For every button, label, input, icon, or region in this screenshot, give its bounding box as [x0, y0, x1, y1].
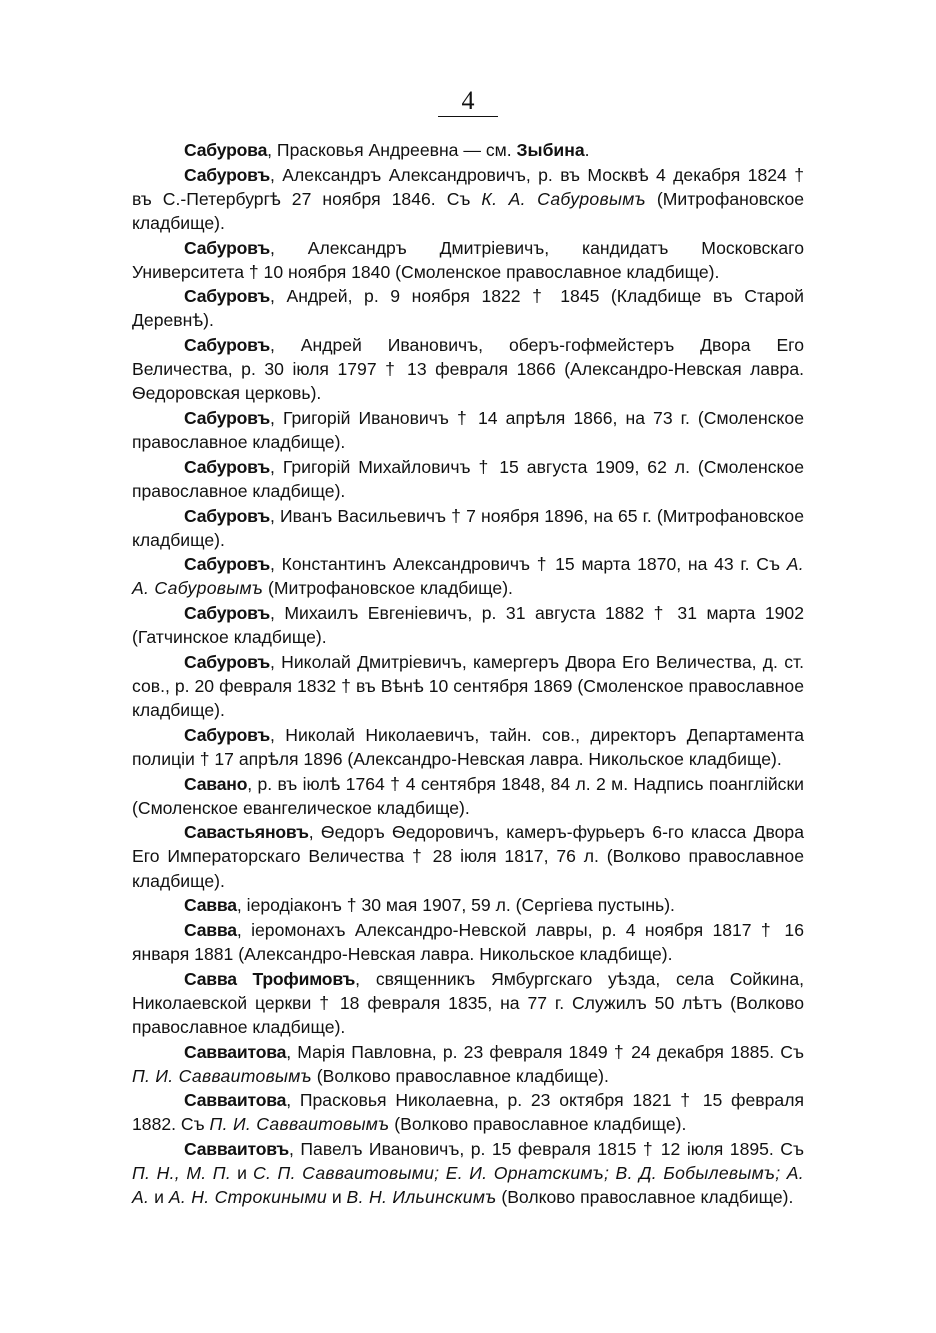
- entry-text: , іеромонахъ Александро-Невской лавры, р. 4 ноября 1817 † 16 января 1881 (Александро-Невская лавра. Никольское кладбище).: [132, 919, 804, 964]
- entry-surname: Савваитова: [184, 1041, 287, 1062]
- page-header: [0, 86, 936, 117]
- entry: [132, 138, 804, 162]
- entry-text: , Прасковья Николаевна, р. 23 октября 1821 † 15 февраля 1882. Съ: [132, 1090, 804, 1135]
- entry: [132, 333, 804, 405]
- entry-tail: (Волково православное кладбище).: [389, 1114, 687, 1135]
- entry: [132, 1088, 804, 1136]
- entry-text: , Прасковья Андреевна — см.: [267, 140, 517, 160]
- entry-text: , р. въ іюлѣ 1764 † 4 сентября 1848, 84 л. 2 м. Надпись поанглійски (Смоленское евангелическое кладбище).: [132, 773, 804, 818]
- entry-surname: Сабуровъ: [184, 651, 270, 672]
- entry-italic: А. Н. Строкиными: [168, 1187, 327, 1208]
- entry: [132, 236, 804, 284]
- entry: [132, 455, 804, 503]
- entry-text: и: [149, 1187, 169, 1208]
- entry: [132, 1137, 804, 1209]
- header-rule: [438, 116, 498, 117]
- entry-italic: П. Н., М. П.: [132, 1163, 232, 1184]
- entry-text: , Михаилъ Евгеніевичъ, р. 31 августа 1882 † 31 марта 1902 (Гатчинское кладбище).: [132, 603, 804, 648]
- entry-surname: Савваитовъ: [184, 1139, 290, 1160]
- entry-surname: Савастьяновъ: [184, 822, 309, 843]
- entry-surname: Сабуровъ: [184, 335, 270, 356]
- entry-surname: Сабуровъ: [184, 286, 270, 307]
- entry-surname: Сабуровъ: [184, 408, 270, 428]
- page-number: 4: [461, 86, 475, 115]
- entry-italic: С. П. Савваитовыми; Е. И. Орнатскимъ; В. Д. Бобылевымъ; А. А.: [132, 1163, 804, 1208]
- entry-reference: Зыбина: [516, 140, 585, 160]
- entry-italic: В. Н. Ильинскимъ: [346, 1187, 497, 1208]
- entry-surname: Сабуровъ: [184, 603, 270, 624]
- entry-list: [132, 138, 804, 1210]
- entry-text: , священникъ Ямбургскаго уѣзда, села Сойкина, Николаевской церкви † 18 февраля 1835, на 77 г. Служилъ 50 лѣтъ (Волково православное кладбище).: [132, 968, 805, 1037]
- entry-italic: К. А. Сабуровымъ: [481, 188, 646, 209]
- entry-text: , Григорій Михайловичъ † 15 августа 1909, 62 л. (Смоленское православное кладбище).: [132, 456, 804, 501]
- entry: [132, 967, 804, 1039]
- entry-surname: Сабуровъ: [184, 554, 270, 575]
- entry: [132, 650, 804, 722]
- entry: [132, 1040, 804, 1088]
- entry-text: , Константинъ Александровичъ † 15 марта 1870, на 43 г. Съ: [270, 554, 787, 575]
- entry-text: , Андрей, р. 9 ноября 1822 † 1845 (Кладбище въ Старой Деревнѣ).: [132, 286, 804, 331]
- entry-surname: Сабуровъ: [184, 456, 270, 477]
- entry-text: , Николай Дмитріевичъ, камергеръ Двора Его Величества, д. ст. сов., р. 20 февраля 1832 † въ Вѣнѣ 10 сентября 1869 (Смоленское православное кладбище).: [132, 651, 804, 721]
- entry-surname: Сабуровъ: [184, 164, 270, 185]
- entry: [132, 552, 804, 600]
- entry-text: , Григорій Ивановичъ † 14 апрѣля 1866, на 73 г. (Смоленское православное кладбище).: [132, 408, 804, 453]
- entry-text: , Павелъ Ивановичъ, р. 15 февраля 1815 † 12 іюля 1895. Съ: [289, 1139, 804, 1160]
- entry: [132, 918, 804, 966]
- entry-surname: Савва: [184, 919, 237, 940]
- entry: [132, 601, 804, 649]
- entry-italic: П. И. Савваитовымъ: [132, 1065, 312, 1086]
- entry-surname: Савва: [184, 895, 237, 916]
- entry: [132, 820, 804, 892]
- entry-tail: .: [584, 140, 590, 160]
- entry-text: , Ѳедоръ Ѳедоровичъ, камеръ-фурьеръ 6-го класса Двора Его Императорскаго Величества † 28 іюля 1817, 76 л. (Волково православное кладбище).: [132, 822, 804, 891]
- entry: [132, 723, 804, 771]
- entry-italic: П. И. Савваитовымъ: [209, 1114, 390, 1135]
- entry-text: , Александръ Александровичъ, р. въ Москвѣ 4 декабря 1824 † въ С.-Петербургѣ 27 ноября 1846. Съ: [132, 164, 804, 209]
- entry-text: , іеродіаконъ † 30 мая 1907, 59 л. (Сергіева пустынь).: [236, 895, 675, 916]
- entry-tail: (Волково православное кладбище).: [496, 1187, 794, 1208]
- entry-tail: (Митрофановское кладбище).: [263, 578, 513, 599]
- entry-text: , Николай Николаевичъ, тайн. сов., директоръ Департамента полиціи † 17 апрѣля 1896 (Александро-Невская лавра. Никольское кладбище).: [132, 724, 804, 769]
- entry-tail: (Митрофановское кладбище).: [132, 188, 805, 233]
- entry-text: , Марія Павловна, р. 23 февраля 1849 † 24 декабря 1885. Съ: [286, 1041, 804, 1062]
- entry: [132, 284, 804, 332]
- entry: [132, 893, 804, 917]
- entry-tail: (Волково православное кладбище).: [311, 1065, 609, 1086]
- entry-surname: Савва Трофимовъ: [184, 968, 356, 989]
- entry-text: , Иванъ Васильевичъ † 7 ноября 1896, на 65 г. (Митрофановское кладбище).: [132, 505, 804, 550]
- entry-surname: Сабуровъ: [184, 724, 270, 745]
- entry-text: и: [326, 1187, 347, 1208]
- entry: [132, 163, 804, 235]
- entry: [132, 504, 804, 552]
- entry-surname: Сабуровъ: [184, 237, 270, 258]
- entry: [132, 772, 804, 820]
- entry-text: , Александръ Дмитріевичъ, кандидатъ Московскаго Университета † 10 ноября 1840 (Смоленское православное кладбище).: [132, 237, 804, 282]
- entry-surname: Сабуровъ: [184, 505, 270, 526]
- entry-surname: Савано: [184, 773, 248, 794]
- entry-text: , Андрей Ивановичъ, оберъ-гофмейстеръ Двора Его Величества, р. 30 іюля 1797 † 13 февраля 1866 (Александро-Невская лавра. Ѳедоровская церковь).: [132, 335, 804, 404]
- entry-surname: Савваитова: [184, 1090, 287, 1111]
- entry-text: и: [231, 1163, 253, 1184]
- entry: [132, 406, 804, 454]
- entry-surname: Сабурова: [184, 140, 268, 160]
- entry-italic: А. А. Сабуровымъ: [132, 554, 804, 599]
